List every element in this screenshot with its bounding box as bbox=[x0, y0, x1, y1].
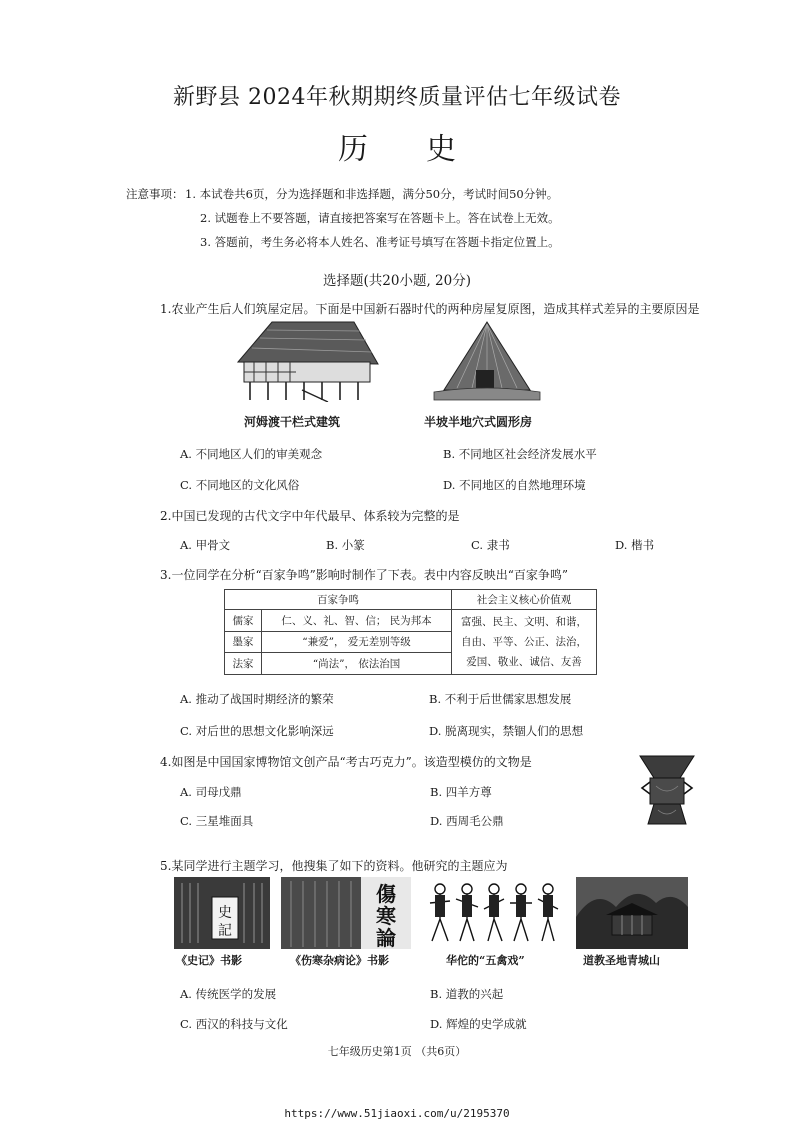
q2-option-a: A. 甲骨文 bbox=[180, 538, 231, 552]
bronze-zun-image bbox=[636, 752, 698, 828]
q4-option-b: B. 四羊方尊 bbox=[430, 785, 492, 799]
exam-title: 新野县 2024年秋期期终质量评估七年级试卷 bbox=[173, 85, 621, 110]
shanghan-book-image bbox=[281, 877, 411, 949]
q3-option-b: B. 不利于后世儒家思想发展 bbox=[429, 692, 572, 706]
q4-option-a: A. 司母戊鼎 bbox=[180, 785, 242, 799]
note-1: 1. 本试卷共6页，分为选择题和非选择题，满分50分，考试时间50分钟。 bbox=[185, 187, 559, 201]
banpo-round-house-image bbox=[432, 320, 542, 402]
shiji-book-image bbox=[174, 877, 270, 949]
q3-option-d: D. 脱离现实，禁锢人们的思想 bbox=[429, 724, 584, 738]
q1-caption-2: 半坡半地穴式圆形房 bbox=[424, 415, 533, 429]
question-1-stem: 1.农业产生后人们筑屋定居。下面是中国新石器时代的两种房屋复原图，造成其样式差异的主要原因是 bbox=[160, 302, 700, 316]
q1-option-a: A. 不同地区人们的审美观念 bbox=[180, 447, 323, 461]
subject-title: 历史 bbox=[338, 132, 514, 167]
q3-content-1: 仁、义、礼、智、信； 民为邦本 bbox=[262, 610, 452, 632]
q3-option-a: A. 推动了战国时期经济的繁荣 bbox=[180, 692, 334, 706]
notes-label: 注意事项： bbox=[126, 187, 184, 201]
q4-option-d: D. 西周毛公鼎 bbox=[430, 814, 504, 828]
q1-option-c: C. 不同地区的文化风俗 bbox=[180, 478, 300, 492]
q5-caption-3: 华佗的“五禽戏” bbox=[446, 954, 525, 967]
q2-option-c: C. 隶书 bbox=[471, 538, 510, 552]
q3-table-header-right: 社会主义核心价值观 bbox=[452, 590, 597, 610]
shanghan-char-3: 論 bbox=[376, 926, 396, 949]
q5-option-a: A. 传统医学的发展 bbox=[180, 987, 277, 1001]
q4-option-c: C. 三星堆面具 bbox=[180, 814, 254, 828]
q2-option-b: B. 小篆 bbox=[326, 538, 365, 552]
q5-caption-4: 道教圣地青城山 bbox=[583, 954, 660, 967]
q3-table-header-left: 百家争鸣 bbox=[225, 590, 452, 610]
q3-school-1: 儒家 bbox=[225, 610, 262, 632]
q5-option-d: D. 辉煌的史学成就 bbox=[430, 1017, 527, 1031]
q3-value-line-2: 自由、平等、公正、法治， bbox=[461, 636, 587, 648]
q3-content-2: “兼爱”， 爱无差别等级 bbox=[262, 631, 452, 653]
q2-option-d: D. 楷书 bbox=[615, 538, 655, 552]
shiji-char-1: 史 bbox=[218, 905, 232, 921]
question-5-stem: 5.某同学进行主题学习，他搜集了如下的资料。他研究的主题应为 bbox=[160, 859, 508, 873]
q5-option-b: B. 道教的兴起 bbox=[430, 987, 504, 1001]
q1-option-d: D. 不同地区的自然地理环境 bbox=[443, 478, 586, 492]
q5-caption-1: 《史记》书影 bbox=[176, 954, 242, 967]
q3-content-3: “尚法”， 依法治国 bbox=[262, 653, 452, 675]
shiji-char-2: 記 bbox=[218, 923, 232, 939]
shanghan-char-2: 寒 bbox=[376, 904, 396, 928]
hemudu-stilt-house-image bbox=[232, 318, 380, 402]
q3-value-line-1: 富强、民主、文明、和谐， bbox=[461, 616, 587, 628]
section-title: 选择题(共20小题, 20分) bbox=[323, 273, 471, 289]
q3-option-c: C. 对后世的思想文化影响深远 bbox=[180, 724, 334, 738]
note-2: 2. 试题卷上不要答题，请直接把答案写在答题卡上。答在试卷上无效。 bbox=[200, 211, 560, 225]
question-3-stem: 3.一位同学在分析“百家争鸣”影响时制作了下表。表中内容反映出“百家争鸣” bbox=[160, 568, 568, 582]
wuqinxi-figures-image bbox=[426, 879, 564, 949]
note-3: 3. 答题前，考生务必将本人姓名、准考证号填写在答题卡指定位置上。 bbox=[200, 235, 560, 249]
q3-table bbox=[224, 589, 597, 675]
watermark-url: https://www.51jiaoxi.com/u/2195370 bbox=[284, 1107, 510, 1120]
q5-caption-2: 《伤寒杂病论》书影 bbox=[290, 954, 389, 967]
q3-values-cell bbox=[452, 610, 597, 675]
q3-school-3: 法家 bbox=[225, 653, 262, 675]
q5-option-c: C. 西汉的科技与文化 bbox=[180, 1017, 288, 1031]
shanghan-char-1: 傷 bbox=[376, 882, 396, 906]
question-2-stem: 2.中国已发现的古代文字中年代最早、体系较为完整的是 bbox=[160, 509, 460, 523]
q3-value-line-3: 爱国、敬业、诚信、友善 bbox=[466, 656, 582, 668]
q1-option-b: B. 不同地区社会经济发展水平 bbox=[443, 447, 597, 461]
qingcheng-mountain-image bbox=[576, 877, 688, 949]
page-footer: 七年级历史第1页 （共6页） bbox=[327, 1045, 467, 1058]
q3-school-2: 墨家 bbox=[225, 631, 262, 653]
q1-caption-1: 河姆渡干栏式建筑 bbox=[244, 415, 341, 429]
question-4-stem: 4.如图是中国国家博物馆文创产品“考古巧克力”。该造型模仿的文物是 bbox=[160, 755, 532, 769]
